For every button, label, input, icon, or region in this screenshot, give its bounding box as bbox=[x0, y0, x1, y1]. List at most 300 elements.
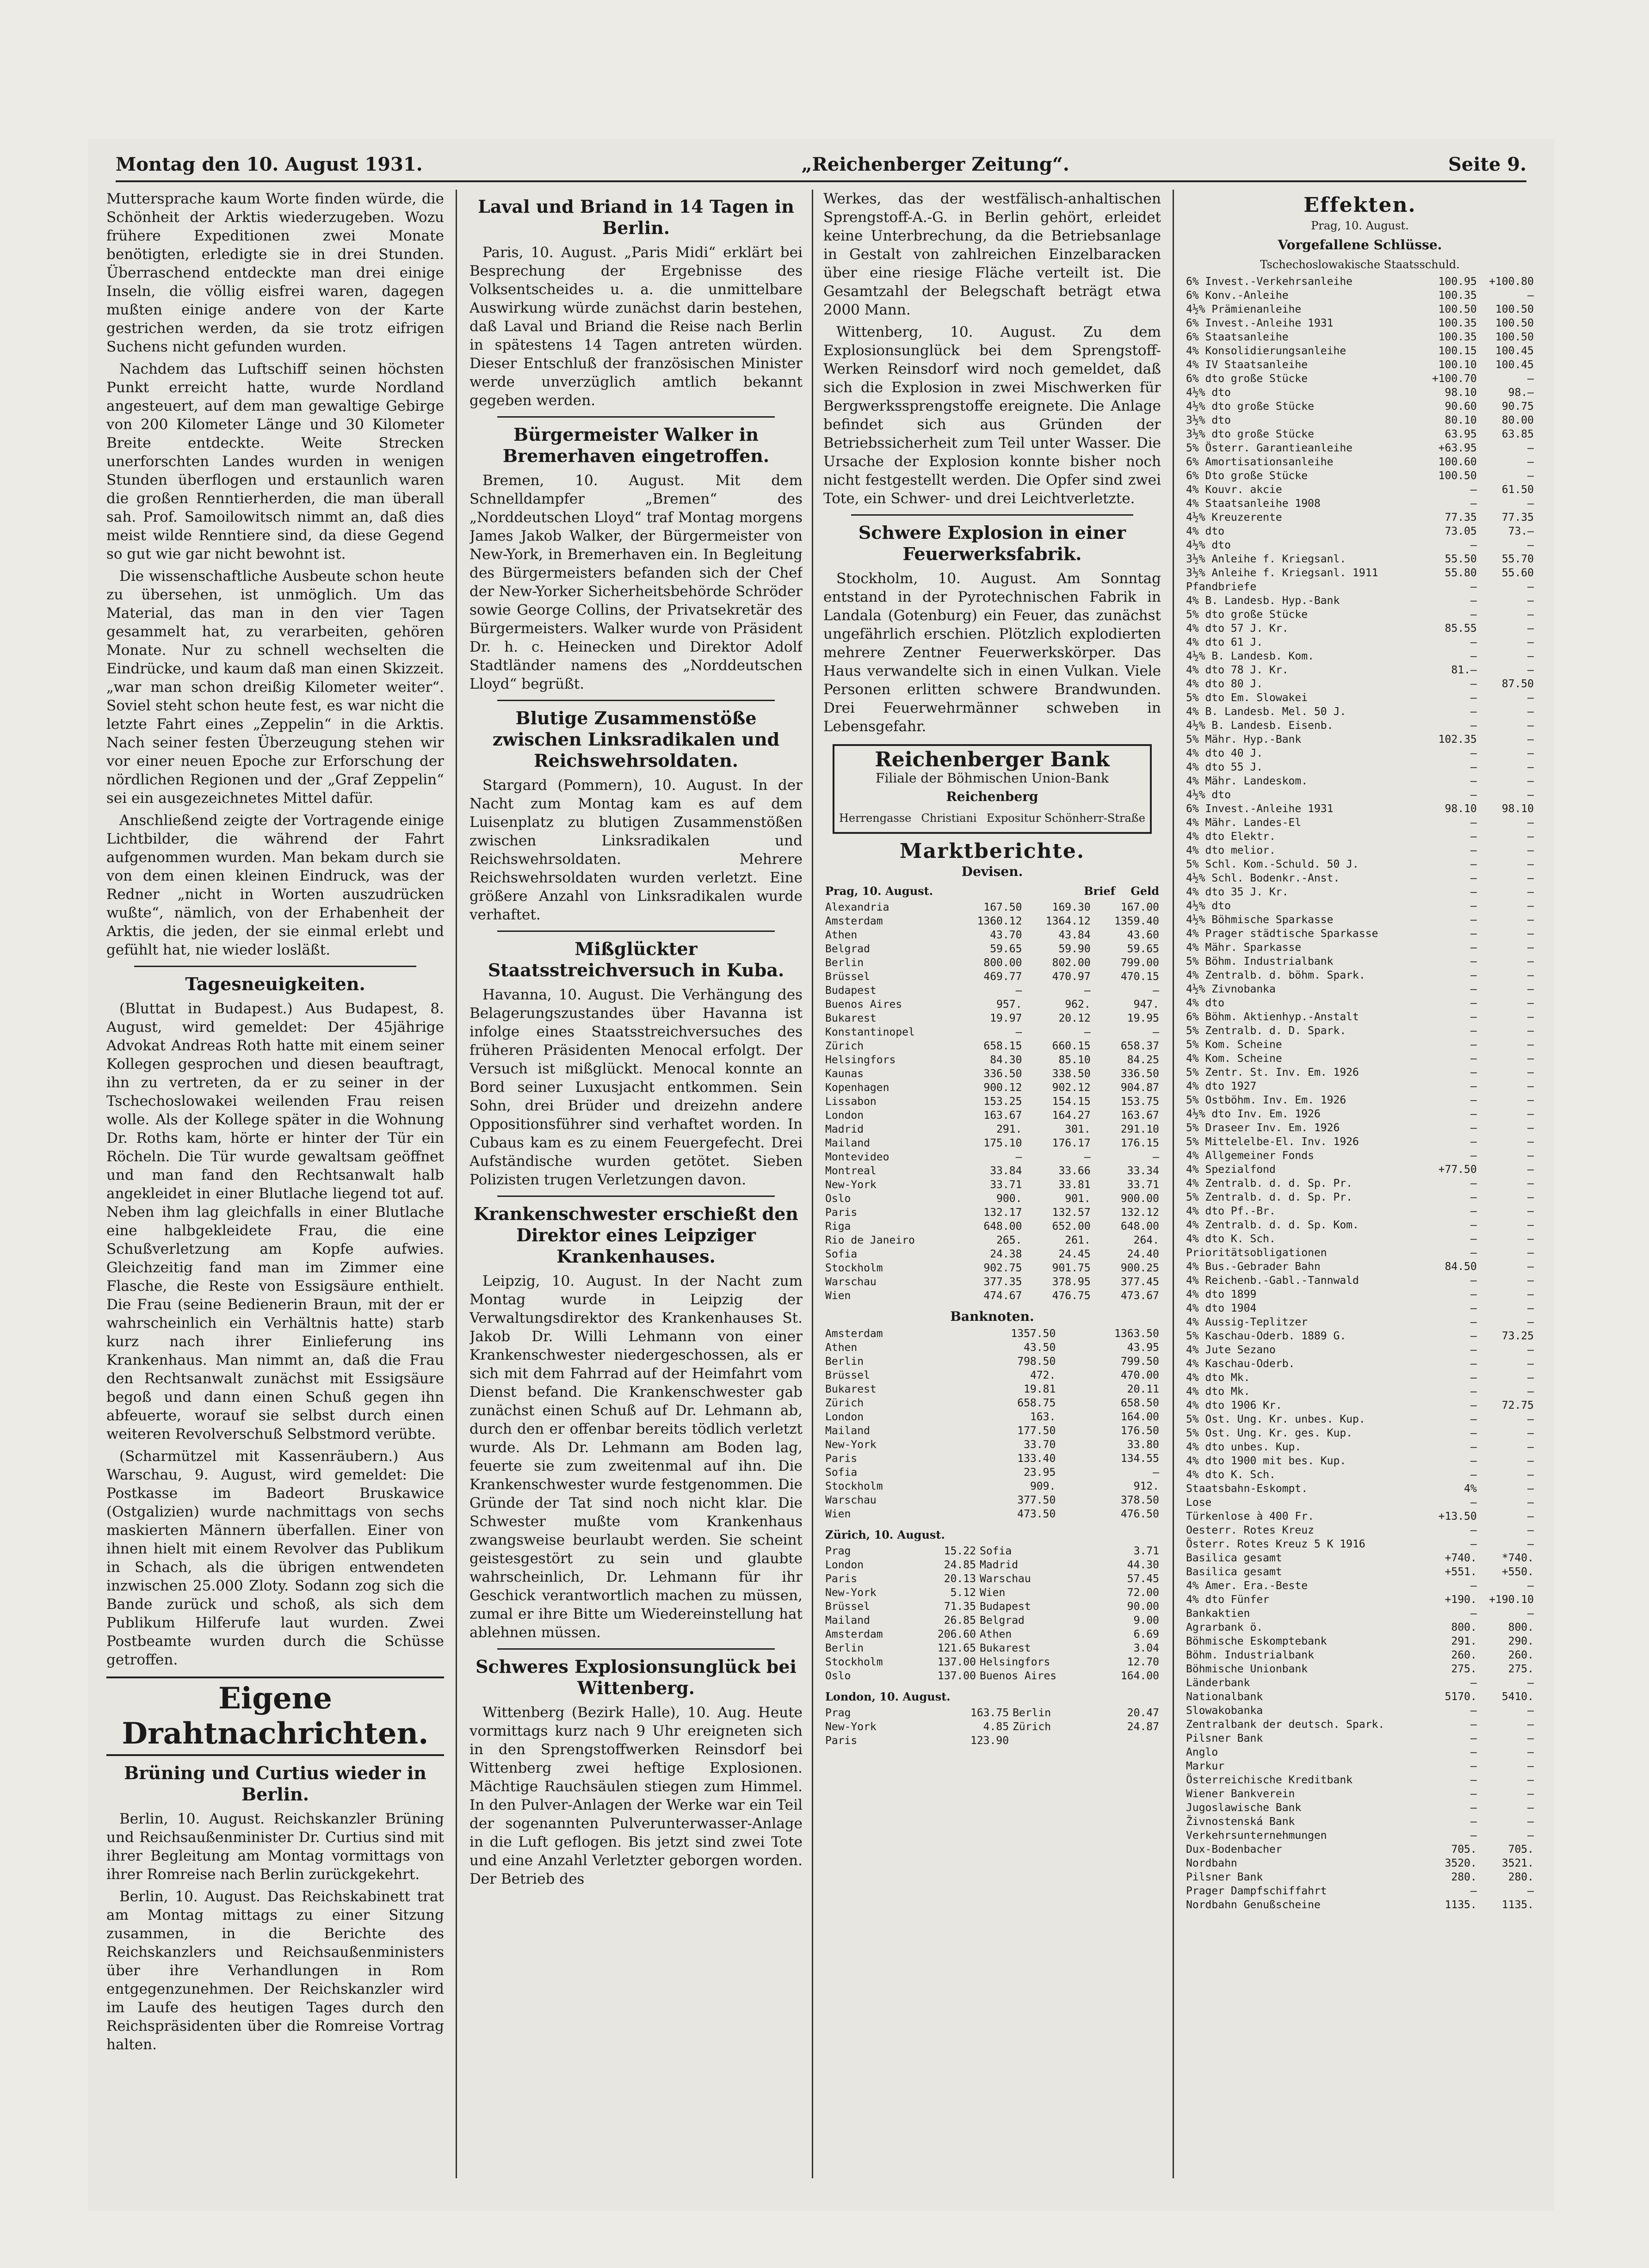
devisen-header bbox=[823, 882, 1161, 900]
table-cell: 73.25 bbox=[1501, 1330, 1534, 1342]
paragraph: Berlin, 10. August. Das Reichskabinett trat am Montag mittags zu einer Sitzung zusammen, in die Berichte des Reichskanzlers und Reichsaußenministers über ihre Verhandlungen in Rom entgegenzunehmen. Der Reichskanzler wird im Laufe des heutigen Tages durch den Reichspräsidenten über die Romreise Vortrag halten. bbox=[106, 1888, 444, 2053]
table-cell: — bbox=[1527, 1164, 1534, 1176]
table-cell: 63.85 bbox=[1501, 428, 1534, 440]
table-cell: 164.00 bbox=[1120, 1670, 1159, 1682]
table-cell: 800. bbox=[1451, 1621, 1477, 1633]
column-rule bbox=[456, 190, 457, 2178]
table-cell: 4% Zentralb. d. d. Sp. Pr. bbox=[1186, 1177, 1353, 1189]
table-row bbox=[1184, 927, 1536, 941]
table-cell: — bbox=[1470, 817, 1477, 829]
table-cell: — bbox=[1470, 1094, 1477, 1106]
table-cell: — bbox=[1527, 1732, 1534, 1744]
table-cell: — bbox=[1470, 747, 1477, 759]
table-cell: 43.70 bbox=[990, 929, 1022, 941]
table-cell: 5% Kom. Scheine bbox=[1186, 1039, 1282, 1051]
table-cell: 4% dto 35 J. Kr. bbox=[1186, 886, 1289, 898]
table-cell: 4% dto bbox=[1186, 997, 1225, 1009]
table-cell: — bbox=[1470, 858, 1477, 870]
table-cell: Athen bbox=[825, 929, 858, 941]
table-cell: Budapest bbox=[979, 1601, 1031, 1613]
paragraph: Leipzig, 10. August. In der Nacht zum Montag wurde in Leipzig der Verwaltungsdirektor des Krankenhauses St. Jakob Dr. Willi Lehmann von einer Krankenschwester niedergeschossen, als er sich mit dem Fahrrad auf der Heimfahrt vom Dienst befand. Die Krankenschwester gab zunächst einen Schuß auf Dr. Lehmann ab, durch den er offenbar bereits tödlich verletzt wurde. Als Dr. Lehmann am Boden lag, feuerte sie zum zweitenmal auf ihn. Die Krankenschwester wurde festgenommen. Die Gründe der Tat sind noch nicht klar. Die Schwester mußte vom Krankenhaus zwangsweise beurlaubt werden. Sie scheint geistesgestört zu sein und glaubte wahrscheinlich, Dr. Lehmann für ihr Geschick verantwortlich machen zu müssen, zumal er ihre Bitte um Wiedereinstellung hat ablehnen müssen. bbox=[469, 1273, 803, 1641]
section-title-markets: Marktberichte. bbox=[899, 839, 1085, 863]
column-1 bbox=[106, 190, 444, 2178]
table-cell: Bukarest bbox=[825, 1383, 877, 1395]
table-cell: — bbox=[1470, 1386, 1477, 1398]
table-cell: 658.15 bbox=[983, 1040, 1022, 1052]
table-cell: — bbox=[1153, 1467, 1159, 1479]
table-cell: 24.38 bbox=[990, 1248, 1022, 1260]
table-row bbox=[1184, 594, 1536, 608]
table-cell: 84.25 bbox=[1127, 1054, 1159, 1066]
table-cell: 33.71 bbox=[1127, 1179, 1159, 1191]
table-row bbox=[1184, 1135, 1536, 1149]
table-cell: 474.67 bbox=[983, 1290, 1022, 1302]
table-cell: 169.30 bbox=[1052, 901, 1091, 913]
table-cell: 4½% dto bbox=[1186, 900, 1231, 912]
table-cell: 4% Kom. Scheine bbox=[1186, 1053, 1282, 1065]
table-cell: — bbox=[1527, 1802, 1534, 1814]
zurich-table bbox=[823, 1544, 1161, 1683]
table-row bbox=[823, 1275, 1161, 1289]
table-cell: Montevideo bbox=[825, 1151, 889, 1163]
table-row bbox=[1184, 1884, 1536, 1898]
table-cell: — bbox=[1470, 1025, 1477, 1037]
table-cell: +100.70 bbox=[1432, 373, 1477, 385]
table-cell: 800. bbox=[1508, 1621, 1534, 1633]
table-cell: 5% Mähr. Hyp.-Bank bbox=[1186, 733, 1302, 746]
table-cell: London bbox=[825, 1559, 864, 1571]
table-cell: 72.75 bbox=[1501, 1399, 1534, 1411]
table-cell: Böhm. Industrialbank bbox=[1186, 1649, 1314, 1661]
table-cell: — bbox=[1527, 1386, 1534, 1398]
table-cell: Mailand bbox=[825, 1615, 870, 1627]
article-title: Laval und Briand in 14 Tagen in Berlin. bbox=[478, 196, 794, 238]
table-cell: 24.45 bbox=[1058, 1248, 1091, 1260]
table-row bbox=[1184, 455, 1536, 469]
table-row bbox=[1184, 1468, 1536, 1482]
table-cell: 6% Dto große Stücke bbox=[1186, 470, 1308, 482]
table-row bbox=[1184, 1024, 1536, 1038]
table-cell: — bbox=[1470, 900, 1477, 912]
table-cell: — bbox=[1470, 1288, 1477, 1300]
table-row bbox=[1184, 1274, 1536, 1288]
table-cell: — bbox=[1527, 761, 1534, 773]
table-cell: — bbox=[1470, 1372, 1477, 1384]
table-cell: 909. bbox=[1030, 1480, 1056, 1492]
table-cell: — bbox=[1527, 1455, 1534, 1467]
table-cell: 4% dto K. Sch. bbox=[1186, 1469, 1276, 1481]
table-cell: Nordbahn Genußscheine bbox=[1186, 1899, 1321, 1911]
table-row bbox=[823, 1424, 1161, 1438]
table-cell: — bbox=[1470, 872, 1477, 884]
table-cell: — bbox=[1527, 1136, 1534, 1148]
table-row bbox=[823, 1720, 1161, 1734]
table-cell: 163.75 bbox=[970, 1707, 1009, 1719]
table-row bbox=[1184, 1385, 1536, 1399]
devisen-date: Prag, 10. August. bbox=[825, 884, 933, 898]
table-row bbox=[1184, 677, 1536, 691]
table-cell: 658.50 bbox=[1120, 1397, 1159, 1409]
table-row bbox=[823, 1734, 1161, 1748]
table-cell: — bbox=[1527, 1191, 1534, 1203]
table-row bbox=[823, 1081, 1161, 1095]
table-cell: Živnostenská Bank bbox=[1186, 1816, 1295, 1828]
table-cell: +77.50 bbox=[1438, 1164, 1477, 1176]
table-cell: — bbox=[1527, 1441, 1534, 1453]
table-cell: +13.50 bbox=[1438, 1510, 1477, 1522]
table-row bbox=[1184, 275, 1536, 289]
table-cell: — bbox=[1527, 817, 1534, 829]
table-cell: 3½% dto große Stücke bbox=[1186, 428, 1314, 440]
table-cell: +190. bbox=[1445, 1594, 1477, 1606]
table-cell: 44.30 bbox=[1127, 1559, 1159, 1571]
table-cell: 4% Zentralb. d. böhm. Spark. bbox=[1186, 969, 1365, 981]
table-row bbox=[1184, 1315, 1536, 1329]
article-title: Schwere Explosion in einer Feuerwerksfabrik. bbox=[858, 522, 1126, 564]
table-cell: — bbox=[1470, 1524, 1477, 1536]
table-row bbox=[1184, 760, 1536, 774]
divider bbox=[497, 416, 775, 418]
table-cell: Paris bbox=[825, 1453, 858, 1465]
table-row bbox=[1184, 302, 1536, 316]
table-cell: Zentralbank der deutsch. Spark. bbox=[1186, 1719, 1385, 1731]
table-cell: New-York bbox=[825, 1721, 877, 1733]
table-cell: 33.71 bbox=[990, 1179, 1022, 1191]
table-cell: — bbox=[1527, 595, 1534, 607]
table-cell: 377.45 bbox=[1120, 1276, 1159, 1288]
table-row bbox=[823, 1452, 1161, 1466]
table-cell: — bbox=[1527, 831, 1534, 843]
table-cell: — bbox=[1470, 1441, 1477, 1453]
table-cell: 5410. bbox=[1501, 1691, 1534, 1703]
table-row bbox=[823, 1368, 1161, 1382]
table-cell bbox=[1092, 1734, 1161, 1748]
table-cell: 900.12 bbox=[983, 1082, 1022, 1094]
table-cell: 802.00 bbox=[1052, 957, 1091, 969]
table-cell: Mailand bbox=[825, 1137, 870, 1149]
table-row bbox=[823, 1206, 1161, 1220]
table-cell: 957. bbox=[996, 998, 1022, 1011]
table-row bbox=[1184, 663, 1536, 677]
table-cell: Markur bbox=[1186, 1760, 1225, 1772]
table-cell: — bbox=[1527, 942, 1534, 954]
table-cell: 9.00 bbox=[1133, 1615, 1159, 1627]
table-row bbox=[823, 900, 1161, 914]
table-cell: — bbox=[1470, 1732, 1477, 1744]
table-cell: 100.45 bbox=[1495, 345, 1534, 357]
table-cell: — bbox=[1527, 1719, 1534, 1731]
table-cell: 912. bbox=[1133, 1480, 1159, 1492]
table-cell: — bbox=[1470, 692, 1477, 704]
table-cell: 20.13 bbox=[944, 1573, 976, 1585]
table-row bbox=[823, 984, 1161, 998]
table-cell: Slowakobanka bbox=[1186, 1705, 1263, 1717]
table-cell: 55.80 bbox=[1445, 567, 1477, 579]
table-cell: 100.10 bbox=[1438, 359, 1477, 371]
table-row bbox=[1184, 1066, 1536, 1079]
table-cell: 4% Mähr. Sparkasse bbox=[1186, 942, 1302, 954]
table-cell: — bbox=[1527, 747, 1534, 759]
table-cell: 4% dto 78 J. Kr. bbox=[1186, 664, 1289, 676]
table-cell: 102.35 bbox=[1438, 733, 1477, 746]
table-row bbox=[823, 1614, 1161, 1627]
table-cell: 472. bbox=[1030, 1369, 1056, 1381]
table-row bbox=[823, 1600, 1161, 1614]
table-cell: 43.50 bbox=[1024, 1342, 1056, 1354]
table-row bbox=[1184, 400, 1536, 413]
table-cell: — bbox=[1527, 1372, 1534, 1384]
table-row bbox=[1184, 1745, 1536, 1759]
table-cell: — bbox=[1527, 1122, 1534, 1134]
table-cell: Bukarest bbox=[825, 1012, 877, 1024]
table-row bbox=[823, 914, 1161, 928]
table-row bbox=[823, 1507, 1161, 1521]
table-cell: — bbox=[1527, 886, 1534, 898]
table-cell: — bbox=[1527, 914, 1534, 926]
table-row bbox=[823, 1493, 1161, 1507]
news-item: (Scharmützel mit Kassenräubern.) Aus Warschau, 9. August, wird gemeldet: Die Postkasse im Badeort Bruskawice (Ostgalizien) wurde nachmittags von sechs maskierten Männern überfallen. Einer von ihnen hielt mit einem Revolver das Publikum in Schach, als die übrigen entwendeten inzwischen 25.000 Zloty. Sodann zog sich die Bande zurück und schoß, als sich dem Publikum Hilferufe laut wurden. Zwei Postbeamte wurden durch die Schüsse getroffen. bbox=[106, 1448, 444, 1668]
table-cell: 33.80 bbox=[1127, 1439, 1159, 1451]
table-cell: — bbox=[1527, 1177, 1534, 1189]
table-row bbox=[1184, 885, 1536, 899]
paragraph: Die wissenschaftliche Ausbeute schon heute zu übersehen, ist unmöglich. Um das Material, das man in den vier Tagen gesammelt hat, zu verarbeiten, gehören Monate. Nur zu schnell wechselten die Eindrücke, und kaum daß man einen Skizzeit. „war man schon dreißig Kilometer weiter“. Soviel steht schon heute fest, es war nicht die letzte Fahrt eines „Zeppelin“ in die Arktis. Nach seiner festen Überzeugung stehen wir vor einer neuen Epoche zur Erforschung der nördlichen Regionen und der „Graf Zeppelin“ sei ein ausgezeichnetes Mittel dafür. bbox=[106, 568, 444, 807]
table-cell: 4% Mähr. Landeskom. bbox=[1186, 775, 1308, 787]
table-row bbox=[1184, 1288, 1536, 1301]
table-row bbox=[1184, 1121, 1536, 1135]
table-row bbox=[1184, 913, 1536, 927]
table-cell: 4% dto unbes. Kup. bbox=[1186, 1441, 1302, 1453]
table-cell: 291. bbox=[996, 1123, 1022, 1135]
table-cell: — bbox=[1470, 1191, 1477, 1203]
table-cell: 5% Zentralb. d. d. Sp. Pr. bbox=[1186, 1191, 1353, 1203]
table-cell: — bbox=[1470, 1344, 1477, 1356]
header-page-number: Seite 9. bbox=[1448, 153, 1526, 175]
table-cell: 4% Mähr. Landes-El bbox=[1186, 817, 1302, 829]
table-cell: — bbox=[1470, 636, 1477, 648]
table-cell: — bbox=[1470, 789, 1477, 801]
ad-address-left: Herrengasse bbox=[839, 812, 912, 825]
table-cell: 73.05 bbox=[1445, 525, 1477, 537]
table-cell: 5% Ost. Ung. Kr. ges. Kup. bbox=[1186, 1427, 1353, 1439]
table-row bbox=[823, 1586, 1161, 1600]
table-cell: Budapest bbox=[825, 985, 877, 997]
table-cell: Buenos Aires bbox=[825, 998, 902, 1011]
table-cell: Lissabon bbox=[825, 1096, 877, 1108]
table-cell: — bbox=[1470, 1080, 1477, 1092]
table-row bbox=[1184, 1648, 1536, 1662]
table-cell: 176.17 bbox=[1052, 1137, 1091, 1149]
table-cell: 336.50 bbox=[1120, 1068, 1159, 1080]
table-row bbox=[1184, 1107, 1536, 1121]
table-cell: 26.85 bbox=[944, 1615, 976, 1627]
table-cell: 55.50 bbox=[1445, 553, 1477, 565]
table-cell: 4% dto 1906 Kr. bbox=[1186, 1399, 1282, 1411]
paragraph: Stockholm, 10. August. Am Sonntag entstand in der Pyrotechnischen Fabrik in Landala (Gotenburg) ein Feuer, das zunächst ungefährlich erschien. Plötzlich explodierten mehrere Zentner Feuerwerkskörper. Das Haus verwandelte sich in einen Vulkan. Viele Personen erlitten schwere Brandwunden. Drei Feuerwehrmänner schweben in Lebensgefahr. bbox=[823, 570, 1161, 735]
table-cell: — bbox=[1527, 969, 1534, 981]
table-cell: 4% dto Elektr. bbox=[1186, 831, 1276, 843]
table-cell: — bbox=[1527, 1025, 1534, 1037]
table-cell: 4% dto 57 J. Kr. bbox=[1186, 622, 1289, 635]
table-cell: 33.34 bbox=[1127, 1165, 1159, 1177]
table-cell: 20.47 bbox=[1127, 1707, 1159, 1719]
table-row bbox=[1184, 1898, 1536, 1912]
table-cell: — bbox=[1470, 761, 1477, 773]
table-row bbox=[1184, 1537, 1536, 1551]
table-cell: Pfandbriefe bbox=[1186, 581, 1257, 593]
table-cell: — bbox=[1527, 1039, 1534, 1051]
table-cell: — bbox=[1470, 1233, 1477, 1245]
table-cell: 132.17 bbox=[983, 1207, 1022, 1219]
table-row bbox=[1184, 1843, 1536, 1856]
ad-title: Reichenberger Bank bbox=[875, 748, 1110, 771]
table-cell: — bbox=[1527, 1233, 1534, 1245]
table-cell: London bbox=[825, 1109, 864, 1122]
table-cell: 4% B. Landesb. Mel. 50 J. bbox=[1186, 706, 1346, 718]
table-cell: Jugoslawische Bank bbox=[1186, 1802, 1302, 1814]
table-cell: — bbox=[1470, 720, 1477, 732]
table-cell: Zürich bbox=[825, 1040, 864, 1052]
london-table bbox=[823, 1706, 1161, 1748]
table-cell: +100.80 bbox=[1489, 276, 1534, 288]
table-cell: 260. bbox=[1508, 1649, 1534, 1661]
table-cell: New-York bbox=[825, 1179, 877, 1191]
table-row bbox=[823, 1627, 1161, 1641]
table-cell: 652.00 bbox=[1052, 1220, 1091, 1233]
table-cell: 900.00 bbox=[1120, 1193, 1159, 1205]
table-cell: — bbox=[1470, 1705, 1477, 1717]
table-row bbox=[1184, 608, 1536, 622]
table-cell: 98.10 bbox=[1501, 803, 1534, 815]
table-cell: Lose bbox=[1186, 1497, 1212, 1509]
table-cell: 77.35 bbox=[1445, 512, 1477, 524]
table-cell: 6% Amortisationsanleihe bbox=[1186, 456, 1334, 468]
table-cell: Dux-Bodenbacher bbox=[1186, 1843, 1282, 1855]
table-row bbox=[1184, 386, 1536, 400]
table-cell: 72.00 bbox=[1127, 1587, 1159, 1599]
table-row bbox=[1184, 316, 1536, 330]
table-cell: 33.66 bbox=[1058, 1165, 1091, 1177]
table-row bbox=[1184, 1718, 1536, 1732]
table-cell: 43.84 bbox=[1058, 929, 1091, 941]
table-cell: — bbox=[1470, 1719, 1477, 1731]
table-cell: 80.00 bbox=[1501, 414, 1534, 426]
table-row bbox=[1184, 1149, 1536, 1163]
table-cell: 798.50 bbox=[1017, 1356, 1056, 1368]
table-cell: 947. bbox=[1133, 998, 1159, 1011]
table-row bbox=[1184, 372, 1536, 386]
table-cell: 658.75 bbox=[1017, 1397, 1056, 1409]
table-row bbox=[1184, 899, 1536, 913]
table-cell: — bbox=[1470, 1302, 1477, 1314]
table-row bbox=[1184, 622, 1536, 635]
table-cell: 4% Aussig-Teplitzer bbox=[1186, 1316, 1308, 1328]
table-row bbox=[1184, 1329, 1536, 1343]
table-cell: — bbox=[1470, 1011, 1477, 1023]
table-cell: 902.12 bbox=[1052, 1082, 1091, 1094]
table-cell: — bbox=[1527, 1080, 1534, 1092]
table-cell: Prioritätsobligationen bbox=[1186, 1247, 1327, 1259]
table-cell: 5% Schl. Kom.-Schuld. 50 J. bbox=[1186, 858, 1359, 870]
table-cell: 5% Zentralb. d. D. Spark. bbox=[1186, 1025, 1346, 1037]
table-row bbox=[1184, 427, 1536, 441]
table-cell: 100.15 bbox=[1438, 345, 1477, 357]
table-cell: — bbox=[1527, 1469, 1534, 1481]
table-cell: — bbox=[1527, 1275, 1534, 1287]
table-row bbox=[1184, 941, 1536, 955]
table-cell: 61.50 bbox=[1501, 484, 1534, 496]
table-cell: New-York bbox=[825, 1439, 877, 1451]
table-cell: — bbox=[1527, 1261, 1534, 1273]
table-row bbox=[1184, 1732, 1536, 1745]
table-cell: Berlin bbox=[1013, 1707, 1051, 1719]
table-cell: 59.65 bbox=[1127, 943, 1159, 955]
table-cell: — bbox=[1527, 456, 1534, 468]
devisen-col-brief: Brief bbox=[1084, 884, 1115, 898]
table-row bbox=[1184, 844, 1536, 857]
table-cell: 4% Zentralb. d. d. Sp. Kom. bbox=[1186, 1219, 1359, 1231]
table-cell: 177.50 bbox=[1017, 1425, 1056, 1437]
table-row bbox=[1184, 1510, 1536, 1523]
table-cell: Nationalbank bbox=[1186, 1691, 1263, 1703]
table-cell: 85.10 bbox=[1058, 1054, 1091, 1066]
table-row bbox=[823, 1479, 1161, 1493]
table-cell: Athen bbox=[979, 1628, 1012, 1640]
table-row bbox=[1184, 1301, 1536, 1315]
table-cell: 4% dto 80 J. bbox=[1186, 678, 1263, 690]
table-cell: Sofia bbox=[979, 1545, 1012, 1557]
table-cell: 4% dto 40 J. bbox=[1186, 747, 1263, 759]
banknoten-table bbox=[823, 1327, 1161, 1521]
table-cell: — bbox=[1015, 985, 1022, 997]
table-cell: 176.15 bbox=[1120, 1137, 1159, 1149]
table-cell: Verkehrsunternehmungen bbox=[1186, 1830, 1327, 1842]
table-cell: — bbox=[1527, 1885, 1534, 1897]
table-cell: 90.00 bbox=[1127, 1601, 1159, 1613]
table-row bbox=[1184, 746, 1536, 760]
table-cell: Konstantinopel bbox=[825, 1026, 915, 1038]
table-row bbox=[1184, 413, 1536, 427]
table-row bbox=[1184, 1759, 1536, 1773]
table-cell: 4% bbox=[1464, 1483, 1477, 1495]
table-cell: +190.10 bbox=[1489, 1594, 1534, 1606]
table-cell: 4% dto 1904 bbox=[1186, 1302, 1257, 1314]
table-cell: London bbox=[825, 1411, 864, 1423]
table-cell: 4% Allgemeiner Fonds bbox=[1186, 1150, 1314, 1162]
table-cell: — bbox=[1470, 1816, 1477, 1828]
table-row bbox=[823, 1067, 1161, 1081]
paragraph: Werkes, das der westfälisch-anhaltischen Sprengstoff-A.-G. in Berlin gehört, erleidet keine Unterbrechung, da die Betriebsanlage in Gestalt von zahlreichen Einzelbaracken über eine riesige Fläche verteilt ist. Die Gesamtzahl der Belegschaft beträgt etwa 2000 Mann. bbox=[823, 191, 1161, 318]
table-cell: 4½% B. Landesb. Eisenb. bbox=[1186, 720, 1334, 732]
table-cell: 55.70 bbox=[1501, 553, 1534, 565]
column-rule bbox=[1173, 190, 1174, 2178]
table-row bbox=[1184, 635, 1536, 649]
table-cell: — bbox=[1527, 872, 1534, 884]
effekten-date: Prag, 10. August. bbox=[1311, 219, 1409, 232]
table-cell: +63.95 bbox=[1438, 442, 1477, 454]
table-cell: 6% Böhm. Aktienhyp.-Anstalt bbox=[1186, 1011, 1359, 1023]
table-cell: 470.15 bbox=[1120, 971, 1159, 983]
zurich-header bbox=[823, 1526, 1161, 1544]
table-cell: Wien bbox=[979, 1587, 1006, 1599]
table-cell: — bbox=[1470, 1316, 1477, 1328]
table-cell: 98.— bbox=[1508, 387, 1534, 399]
table-cell: 24.85 bbox=[944, 1559, 976, 1571]
table-row bbox=[1184, 649, 1536, 663]
table-cell: — bbox=[1527, 1066, 1534, 1079]
table-cell: Wiener Bankverein bbox=[1186, 1788, 1295, 1800]
table-cell: 98.10 bbox=[1445, 803, 1477, 815]
table-cell: Amsterdam bbox=[825, 1628, 883, 1640]
